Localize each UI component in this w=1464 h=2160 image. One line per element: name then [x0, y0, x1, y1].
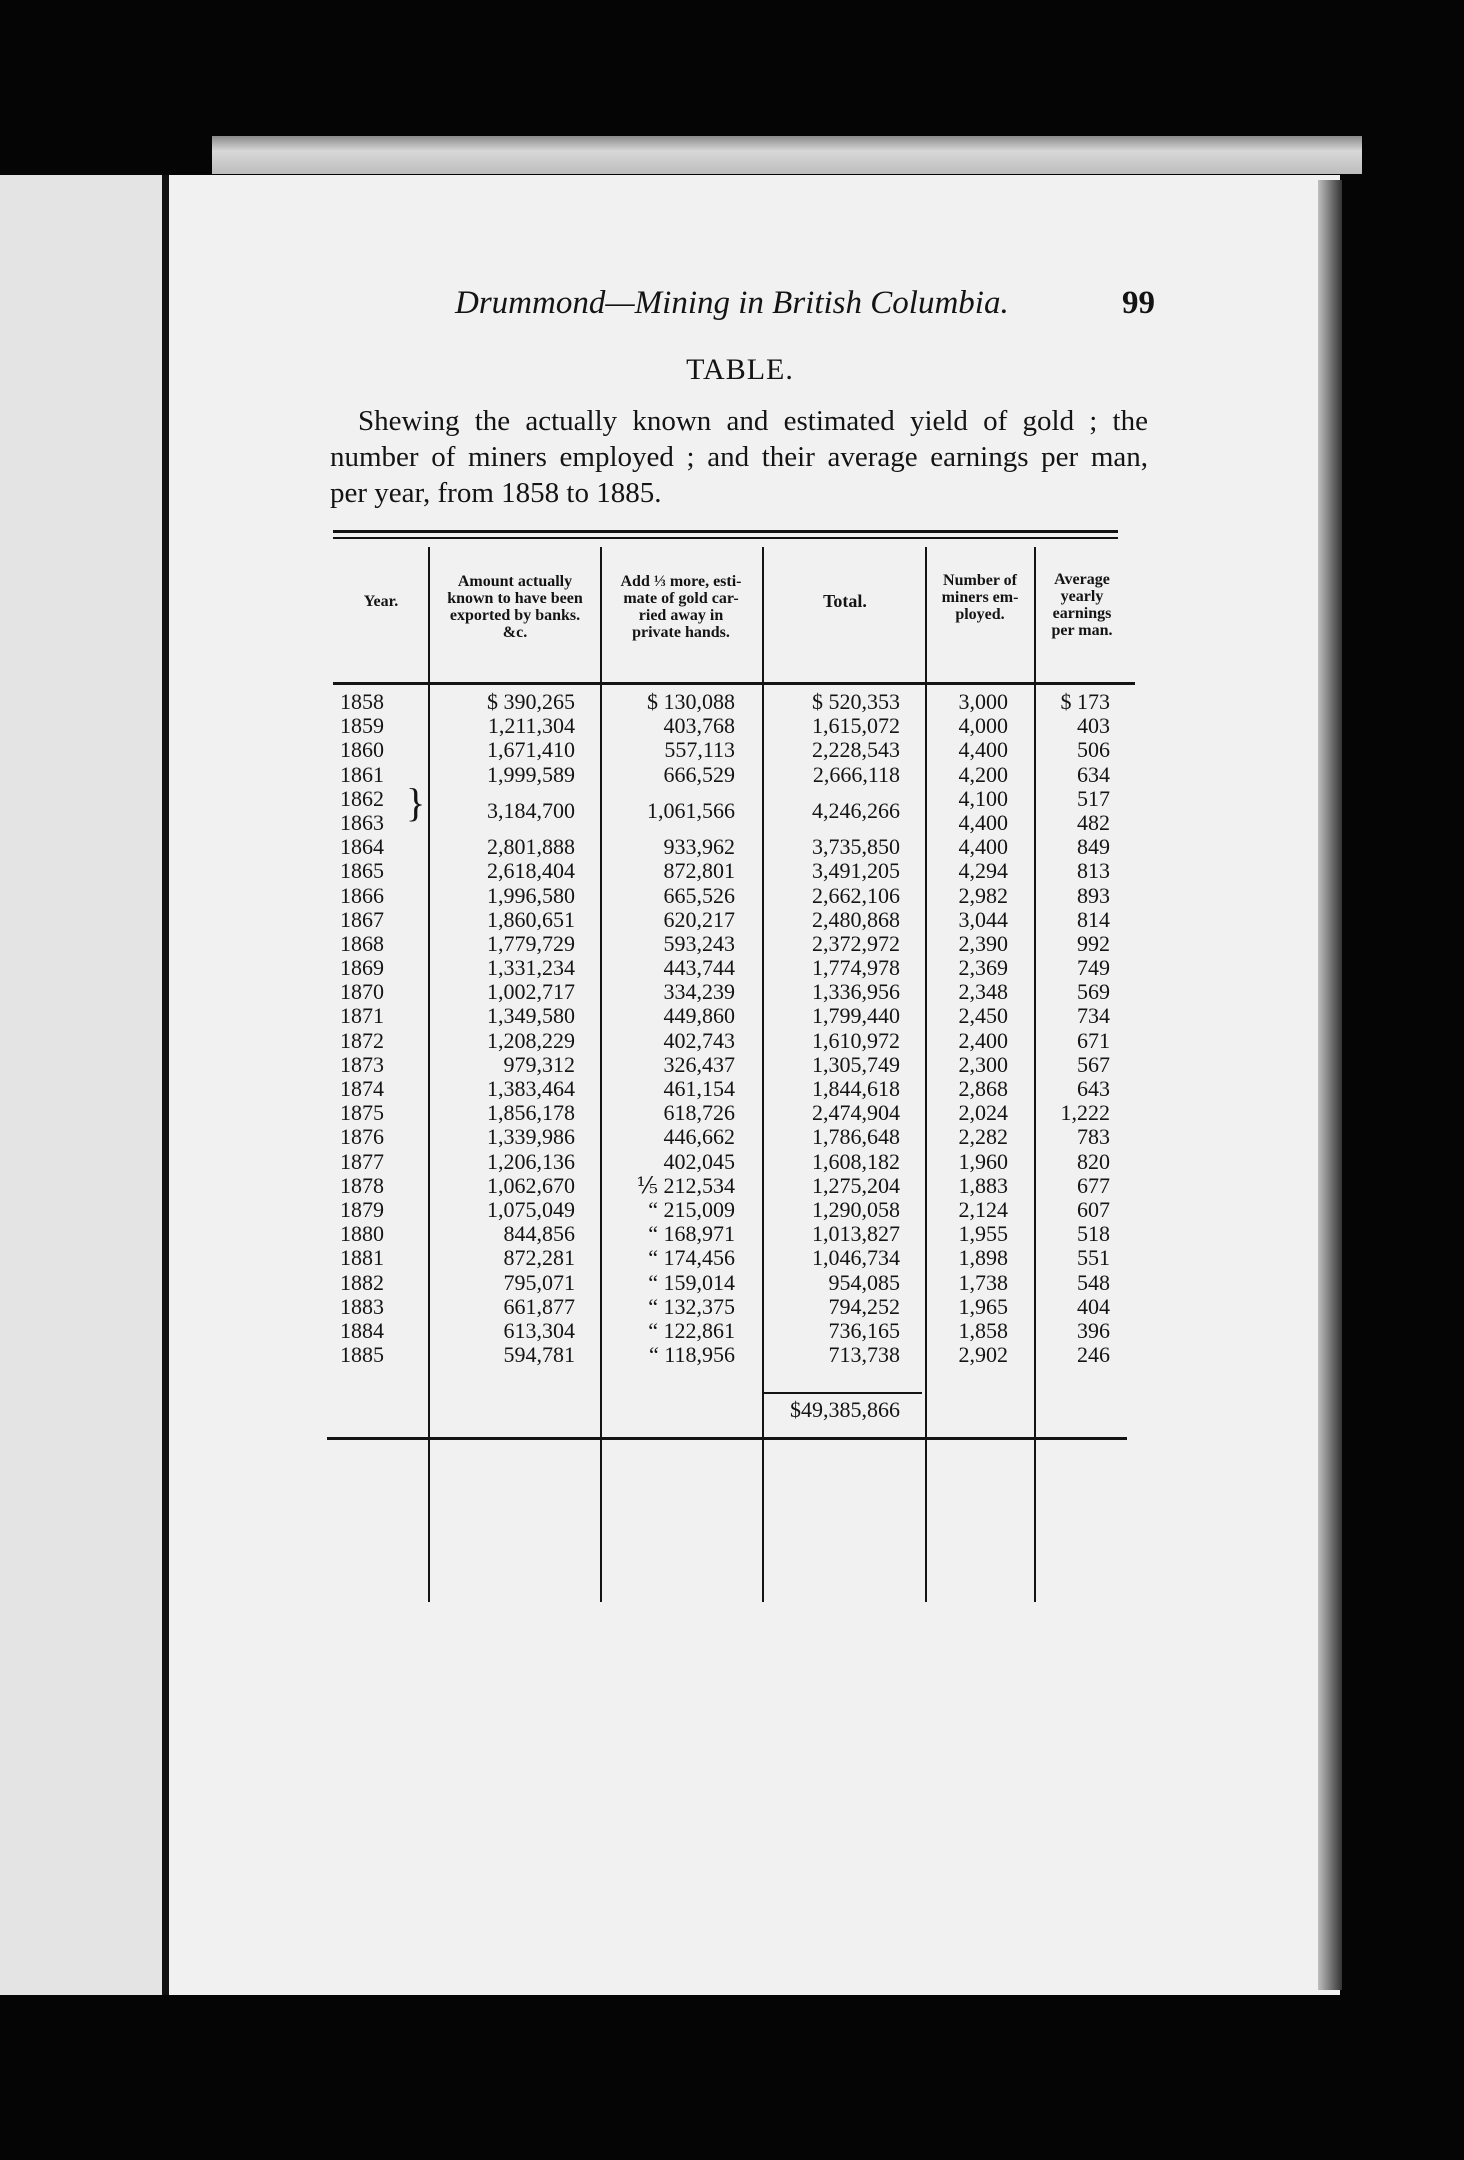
table-cell-earnings: 783	[1077, 1124, 1110, 1150]
table-cell-year: 1874	[340, 1076, 384, 1101]
table-cell-total: 2,228,543	[812, 737, 900, 763]
table-cell-earnings: 814	[1077, 906, 1110, 932]
table-cell-earnings: 634	[1077, 761, 1110, 787]
table-cell-total: $ 520,353	[812, 689, 900, 714]
table-cell-total: 1,305,749	[812, 1051, 900, 1077]
table-cell-miners: 2,300	[958, 1051, 1008, 1077]
running-head-title: Drummond—Mining in British Columbia.	[455, 285, 1009, 321]
table-cell-miners: 2,902	[958, 1342, 1008, 1368]
table-cell-private: 557,113	[664, 737, 735, 763]
table-cell-exported: 795,071	[503, 1269, 575, 1295]
col-separator	[1034, 547, 1036, 1602]
table-cell-miners: 4,294	[958, 858, 1008, 884]
column-earnings	[1040, 690, 1110, 1367]
table-cell-private: 933,962	[663, 834, 735, 860]
table-cell-exported: $ 390,265	[487, 689, 575, 714]
table-caption	[330, 403, 1148, 511]
header-rule	[333, 682, 1135, 685]
table-cell-year: 1864	[340, 834, 384, 860]
table-cell-private: 872,801	[663, 858, 735, 884]
table-cell-earnings: 643	[1077, 1076, 1110, 1101]
table-cell-total: 736,165	[828, 1317, 900, 1343]
table-cell-total: 1,799,440	[812, 1003, 900, 1029]
table-cell-private: 443,744	[663, 955, 735, 981]
col-separator	[925, 547, 927, 1602]
table-cell-year: 1860	[340, 737, 384, 763]
table-cell-earnings: 820	[1077, 1148, 1110, 1174]
table-cell-earnings: 893	[1077, 882, 1110, 908]
table-cell-exported: 1,856,178	[487, 1100, 575, 1126]
table-cell-year: 1877	[340, 1148, 384, 1174]
table-cell-private: 665,526	[663, 882, 735, 908]
table-cell-exported: 979,312	[503, 1051, 575, 1077]
table-cell-private: 446,662	[663, 1124, 735, 1150]
table-cell-year: 1872	[340, 1027, 384, 1053]
table-cell-earnings: 569	[1077, 979, 1110, 1005]
table-cell-year: 1869	[340, 955, 384, 981]
table-cell-exported: 1,999,589	[487, 761, 575, 787]
table-cell-earnings: 749	[1077, 955, 1110, 981]
col-separator	[762, 547, 764, 1602]
table-cell-total: 794,252	[828, 1293, 900, 1319]
table-cell-year: 1858	[340, 689, 384, 714]
col-head-earnings: Average yearly earnings per man.	[1051, 571, 1113, 639]
table-cell-year: 1865	[340, 858, 384, 884]
column-private	[620, 690, 735, 1367]
table-cell-year: 1867	[340, 906, 384, 932]
table-cell-exported: 1,331,234	[487, 955, 575, 981]
table-cell-total: 3,491,205	[812, 858, 900, 884]
table-cell-total: 1,275,204	[812, 1172, 900, 1198]
table-cell-total: 3,735,850	[812, 834, 900, 860]
table-cell-earnings: 396	[1077, 1317, 1110, 1343]
table-cell-miners: 2,982	[958, 882, 1008, 908]
table-cell-year: 1859	[340, 713, 384, 739]
table-cell-exported: 1,208,229	[487, 1027, 575, 1053]
table-cell-miners: 2,282	[958, 1124, 1008, 1150]
table-cell-private: “ 168,971	[648, 1221, 735, 1247]
table-cell-earnings: 607	[1077, 1196, 1110, 1222]
table-cell-total: 2,480,868	[812, 906, 900, 932]
table-cell-earnings: 567	[1077, 1051, 1110, 1077]
table-cell-total: 954,085	[828, 1269, 900, 1295]
table-cell-miners: 4,200	[958, 761, 1008, 787]
table-cell-miners: 2,400	[958, 1027, 1008, 1053]
caption-line-3: per year, from 1858 to 1885.	[330, 477, 662, 509]
table-cell-year: 1866	[340, 882, 384, 908]
table-cell-earnings: 992	[1077, 930, 1110, 956]
table-cell-exported: 1,206,136	[487, 1148, 575, 1174]
table-cell-exported: 661,877	[503, 1293, 575, 1319]
table-cell-exported: 872,281	[503, 1245, 575, 1271]
table-cell-miners: 2,024	[958, 1100, 1008, 1126]
table-cell-earnings: 677	[1077, 1172, 1110, 1198]
table-cell-year: 1863	[340, 809, 384, 835]
caption-line-2: number of miners employed ; and their average earnings per man,	[330, 441, 1148, 473]
table-cell-year: 1870	[340, 979, 384, 1005]
table-cell-exported: 3,184,700	[487, 797, 575, 823]
table-cell-total: 1,336,956	[812, 979, 900, 1005]
table-cell-private: 402,743	[663, 1027, 735, 1053]
left-page-edge	[0, 175, 162, 1995]
table-cell-private: 1,061,566	[647, 797, 735, 823]
table-cell-exported: 1,211,304	[487, 713, 575, 739]
table-cell-year: 1868	[340, 930, 384, 956]
table-cell-exported: 1,860,651	[487, 906, 575, 932]
table-cell-total: 1,610,972	[812, 1027, 900, 1053]
table-cell-year: 1871	[340, 1003, 384, 1029]
col-head-miners: Number of miners em- ployed.	[941, 572, 1019, 623]
table-cell-miners: 3,044	[958, 906, 1008, 932]
table-cell-total: 1,844,618	[812, 1076, 900, 1101]
table-cell-total: 4,246,266	[812, 797, 900, 823]
table-cell-earnings: 671	[1077, 1027, 1110, 1053]
col-head-exported: Amount actually known to have been exported by banks. &c.	[447, 573, 583, 641]
table-cell-earnings: 1,222	[1060, 1100, 1110, 1126]
table-cell-miners: 1,898	[958, 1245, 1008, 1271]
table-cell-total: 2,372,972	[812, 930, 900, 956]
table-cell-total: 1,013,827	[812, 1221, 900, 1247]
table-bottom-rule	[327, 1437, 1127, 1440]
running-head	[455, 285, 1155, 335]
table-cell-private: 403,768	[663, 713, 735, 739]
table-cell-private: ⅕ 212,534	[636, 1172, 735, 1198]
table-cell-private: 618,726	[663, 1100, 735, 1126]
column-miners	[930, 690, 1008, 1367]
table-cell-earnings: 551	[1077, 1245, 1110, 1271]
table-cell-miners: 1,883	[958, 1172, 1008, 1198]
page-number: 99	[1122, 285, 1155, 321]
table-cell-private: 461,154	[663, 1076, 735, 1101]
table-cell-exported: 844,856	[503, 1221, 575, 1247]
table-cell-total: 1,046,734	[812, 1245, 900, 1271]
table-cell-miners: 2,124	[958, 1196, 1008, 1222]
table-cell-year: 1881	[340, 1245, 384, 1271]
table-cell-earnings: 813	[1077, 858, 1110, 884]
table-cell-private: 449,860	[663, 1003, 735, 1029]
table-cell-total: 1,615,072	[812, 713, 900, 739]
table-cell-year: 1862	[340, 785, 384, 811]
table-cell-private: “ 159,014	[648, 1269, 735, 1295]
table-cell-exported: 594,781	[503, 1342, 575, 1368]
table-cell-miners: 4,400	[958, 737, 1008, 763]
table-cell-exported: 2,618,404	[487, 858, 575, 884]
table-cell-miners: 4,100	[958, 785, 1008, 811]
column-total	[780, 690, 900, 1367]
table-cell-earnings: 482	[1077, 809, 1110, 835]
table-top-rule-2	[333, 537, 1118, 539]
table-cell-total: 1,774,978	[812, 955, 900, 981]
col-separator	[428, 547, 430, 1602]
grand-total: $49,385,866	[790, 1397, 900, 1422]
table-cell-earnings: 403	[1077, 713, 1110, 739]
table-cell-private: “ 118,956	[649, 1342, 735, 1368]
table-cell-miners: 2,868	[958, 1076, 1008, 1101]
table-cell-total: 1,608,182	[812, 1148, 900, 1174]
table-cell-earnings: $ 173	[1060, 689, 1110, 714]
table-cell-year: 1878	[340, 1172, 384, 1198]
table-cell-miners: 1,955	[958, 1221, 1008, 1247]
column-year	[340, 690, 410, 1367]
table-cell-exported: 613,304	[503, 1317, 575, 1343]
page-right-edge	[1318, 180, 1342, 1990]
table-cell-private: 326,437	[663, 1051, 735, 1077]
table-cell-total: 2,666,118	[812, 761, 900, 787]
total-sum-rule	[762, 1392, 922, 1394]
column-exported	[440, 690, 575, 1367]
table-cell-total: 2,474,904	[812, 1100, 900, 1126]
table-cell-miners: 4,400	[958, 809, 1008, 835]
table-cell-exported: 1,062,670	[487, 1172, 575, 1198]
table-cell-exported: 1,075,049	[487, 1196, 575, 1222]
table-cell-private: “ 132,375	[648, 1293, 735, 1319]
table-cell-private: “ 174,456	[648, 1245, 735, 1271]
table-cell-exported: 1,002,717	[487, 979, 575, 1005]
table-cell-miners: 1,858	[958, 1317, 1008, 1343]
table-cell-year: 1883	[340, 1293, 384, 1319]
table-cell-miners: 1,738	[958, 1269, 1008, 1295]
table-cell-year: 1876	[340, 1124, 384, 1150]
table-cell-exported: 1,339,986	[487, 1124, 575, 1150]
table-cell-private: 334,239	[663, 979, 735, 1005]
table-cell-exported: 2,801,888	[487, 834, 575, 860]
table-cell-year: 1884	[340, 1317, 384, 1343]
table-cell-miners: 2,390	[958, 930, 1008, 956]
table-cell-exported: 1,779,729	[487, 930, 575, 956]
table-cell-year: 1873	[340, 1051, 384, 1077]
table-cell-earnings: 517	[1077, 785, 1110, 811]
book-page	[0, 175, 1340, 1995]
col-head-year: Year.	[363, 593, 399, 610]
col-separator	[600, 547, 602, 1602]
table-cell-private: 666,529	[663, 761, 735, 787]
table-cell-miners: 2,450	[958, 1003, 1008, 1029]
table-cell-year: 1885	[340, 1342, 384, 1368]
table-cell-private: 402,045	[663, 1148, 735, 1174]
caption-line-1: Shewing the actually known and estimated yield of gold ; the	[358, 405, 1148, 437]
table-cell-year: 1875	[340, 1100, 384, 1126]
table-cell-earnings: 849	[1077, 834, 1110, 860]
table-cell-total: 1,786,648	[812, 1124, 900, 1150]
table-cell-earnings: 734	[1077, 1003, 1110, 1029]
table-cell-earnings: 404	[1077, 1293, 1110, 1319]
table-cell-miners: 4,000	[958, 713, 1008, 739]
table-cell-earnings: 518	[1077, 1221, 1110, 1247]
year-brace: }	[406, 780, 426, 825]
table-cell-earnings: 246	[1077, 1342, 1110, 1368]
table-cell-exported: 1,383,464	[487, 1076, 575, 1101]
table-cell-miners: 1,965	[958, 1293, 1008, 1319]
table-cell-private: $ 130,088	[647, 689, 735, 714]
table-cell-miners: 3,000	[958, 689, 1008, 714]
table-cell-exported: 1,349,580	[487, 1003, 575, 1029]
col-head-private: Add ⅓ more, esti- mate of gold car- ried away in private hands.	[620, 573, 742, 641]
table-cell-miners: 4,400	[958, 834, 1008, 860]
table-cell-miners: 2,369	[958, 955, 1008, 981]
col-head-total: Total.	[823, 591, 867, 611]
table-cell-year: 1861	[340, 761, 384, 787]
table-cell-year: 1879	[340, 1196, 384, 1222]
table-title: TABLE.	[686, 353, 794, 386]
table-cell-private: “ 122,861	[648, 1317, 735, 1343]
page-fold	[162, 175, 169, 1995]
table-cell-exported: 1,996,580	[487, 882, 575, 908]
table-cell-year: 1880	[340, 1221, 384, 1247]
book-top-edge	[212, 136, 1362, 174]
table-cell-miners: 1,960	[958, 1148, 1008, 1174]
table-cell-exported: 1,671,410	[487, 737, 575, 763]
table-cell-total: 2,662,106	[812, 882, 900, 908]
table-cell-total: 1,290,058	[812, 1196, 900, 1222]
table-cell-private: 620,217	[663, 906, 735, 932]
table-cell-private: “ 215,009	[648, 1196, 735, 1222]
table-cell-year: 1882	[340, 1269, 384, 1295]
table-cell-earnings: 506	[1077, 737, 1110, 763]
table-top-rule	[333, 530, 1118, 533]
table-cell-private: 593,243	[663, 930, 735, 956]
table-cell-miners: 2,348	[958, 979, 1008, 1005]
table-cell-earnings: 548	[1077, 1269, 1110, 1295]
table-cell-total: 713,738	[828, 1342, 900, 1368]
